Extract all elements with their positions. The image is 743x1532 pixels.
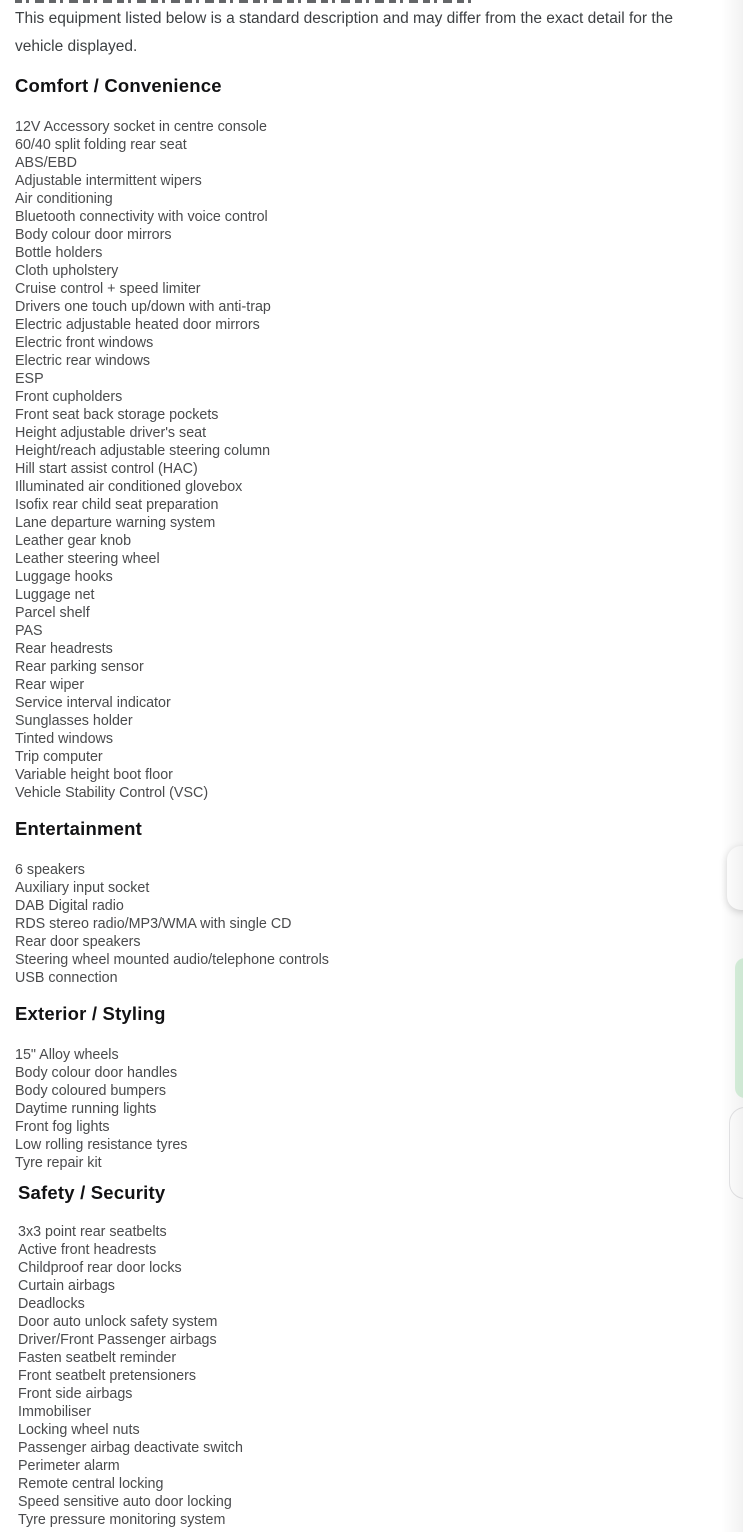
equipment-item: Bluetooth connectivity with voice control	[15, 209, 268, 225]
equipment-item: Electric adjustable heated door mirrors	[15, 317, 260, 333]
equipment-item: Luggage net	[15, 587, 95, 603]
equipment-item: Steering wheel mounted audio/telephone controls	[15, 952, 329, 968]
equipment-item: Trip computer	[15, 749, 103, 765]
equipment-item: Rear door speakers	[15, 934, 141, 950]
equipment-item: 12V Accessory socket in centre console	[15, 119, 267, 135]
equipment-item: Electric rear windows	[15, 353, 151, 369]
equipment-item: Height adjustable driver's seat	[15, 425, 207, 441]
equipment-item: Vehicle Stability Control (VSC)	[15, 785, 209, 801]
equipment-item: Passenger airbag deactivate switch	[18, 1440, 243, 1456]
equipment-item: Adjustable intermittent wipers	[15, 173, 202, 189]
equipment-item: Speed sensitive auto door locking	[18, 1494, 232, 1510]
equipment-item: Cruise control + speed limiter	[15, 281, 201, 297]
equipment-item: Rear parking sensor	[15, 659, 144, 675]
equipment-item: Sunglasses holder	[15, 713, 133, 729]
floating-card-bottom-partial	[729, 1107, 743, 1199]
section-title: Exterior / Styling	[15, 1003, 166, 1024]
equipment-sections	[0, 75, 743, 1529]
equipment-item: Front side airbags	[18, 1386, 133, 1402]
equipment-item: Rear headrests	[15, 641, 113, 657]
equipment-item: Locking wheel nuts	[18, 1422, 140, 1438]
equipment-item: Front cupholders	[15, 389, 123, 405]
equipment-item: Active front headrests	[18, 1242, 157, 1258]
equipment-item: Remote central locking	[18, 1476, 164, 1492]
equipment-item: Front seat back storage pockets	[15, 407, 219, 423]
section-exterior-styling	[0, 1003, 743, 1172]
section-entertainment	[0, 818, 743, 987]
equipment-item-list	[18, 1223, 743, 1529]
equipment-item: USB connection	[15, 970, 118, 986]
equipment-item: RDS stereo radio/MP3/WMA with single CD	[15, 916, 292, 932]
equipment-item: Front seatbelt pretensioners	[18, 1368, 197, 1384]
equipment-item-list	[15, 861, 743, 987]
equipment-item: Door auto unlock safety system	[18, 1314, 218, 1330]
equipment-item: Immobiliser	[18, 1404, 92, 1420]
equipment-item-list	[15, 1046, 743, 1172]
equipment-item: 6 speakers	[15, 862, 85, 878]
equipment-item: Tyre pressure monitoring system	[18, 1512, 226, 1528]
equipment-item: Driver/Front Passenger airbags	[18, 1332, 217, 1348]
equipment-item: Rear wiper	[15, 677, 85, 693]
equipment-item: Lane departure warning system	[15, 515, 216, 531]
equipment-item: Perimeter alarm	[18, 1458, 120, 1474]
equipment-item: 60/40 split folding rear seat	[15, 137, 187, 153]
equipment-item: Service interval indicator	[15, 695, 171, 711]
section-comfort-convenience	[0, 75, 743, 802]
equipment-item: Fasten seatbelt reminder	[18, 1350, 177, 1366]
equipment-item: Curtain airbags	[18, 1278, 115, 1294]
equipment-item: Tyre repair kit	[15, 1155, 102, 1171]
equipment-item: Front fog lights	[15, 1119, 110, 1135]
equipment-item: Illuminated air conditioned glovebox	[15, 479, 243, 495]
section-title: Safety / Security	[18, 1182, 166, 1203]
equipment-disclaimer: This equipment listed below is a standard description and may differ from the exact detail for the vehicle displayed.	[15, 10, 673, 55]
equipment-item: Body colour door mirrors	[15, 227, 172, 243]
section-safety-security	[0, 1182, 743, 1529]
equipment-item: Air conditioning	[15, 191, 113, 207]
equipment-item: Isofix rear child seat preparation	[15, 497, 219, 513]
floating-card-top-partial	[727, 846, 743, 910]
equipment-item: Cloth upholstery	[15, 263, 119, 279]
equipment-item: ABS/EBD	[15, 155, 77, 171]
equipment-item: Tinted windows	[15, 731, 114, 747]
floating-pill-button-partial[interactable]	[735, 958, 743, 1098]
section-title: Entertainment	[15, 818, 142, 839]
equipment-item: Body colour door handles	[15, 1065, 178, 1081]
equipment-item-list	[15, 118, 743, 802]
equipment-item: 15" Alloy wheels	[15, 1047, 119, 1063]
equipment-item: Leather steering wheel	[15, 551, 160, 567]
equipment-item: Drivers one touch up/down with anti-trap	[15, 299, 271, 315]
equipment-item: Variable height boot floor	[15, 767, 173, 783]
equipment-item: Body coloured bumpers	[15, 1083, 166, 1099]
equipment-item: Bottle holders	[15, 245, 103, 261]
equipment-item: Hill start assist control (HAC)	[15, 461, 198, 477]
equipment-item: Childproof rear door locks	[18, 1260, 182, 1276]
equipment-item: 3x3 point rear seatbelts	[18, 1224, 167, 1240]
equipment-item: Electric front windows	[15, 335, 154, 351]
equipment-item: Parcel shelf	[15, 605, 90, 621]
equipment-item: Low rolling resistance tyres	[15, 1137, 188, 1153]
equipment-item: Deadlocks	[18, 1296, 85, 1312]
equipment-item: Daytime running lights	[15, 1101, 157, 1117]
equipment-item: Height/reach adjustable steering column	[15, 443, 271, 459]
equipment-item: ESP	[15, 371, 44, 387]
equipment-item: Auxiliary input socket	[15, 880, 150, 896]
equipment-item: DAB Digital radio	[15, 898, 124, 914]
equipment-item: Luggage hooks	[15, 569, 113, 585]
equipment-item: PAS	[15, 623, 43, 639]
section-title: Comfort / Convenience	[15, 75, 222, 96]
equipment-item: Leather gear knob	[15, 533, 132, 549]
